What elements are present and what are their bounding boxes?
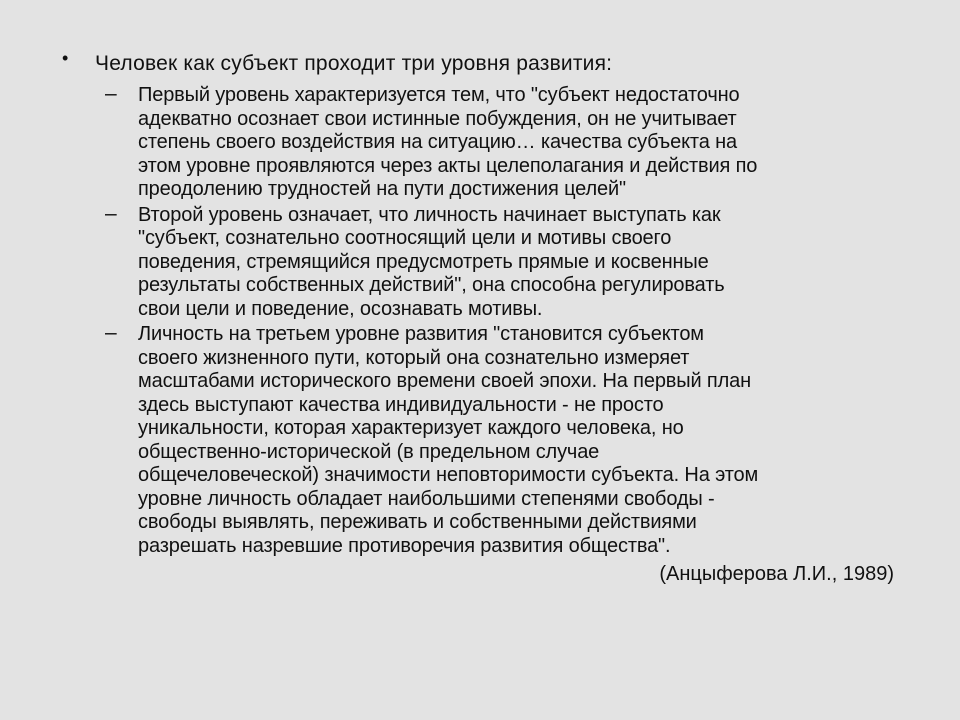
list-item-text: Первый уровень характеризуется тем, что "субъект недостаточно адекватно осознает свои истинные побуждения, он не учитывает степень своего воздействия на ситуацию… качества субъекта на этом уровне проявляются через акты целеполагания и действия по преодолению трудностей на пути достижения целей" [138, 84, 758, 200]
sub-list [105, 84, 905, 560]
list-item [105, 323, 905, 558]
list-item-text: Второй уровень означает, что личность начинает выступать как "субъект, сознательно соотносящий цели и мотивы своего поведения, стремящийся предусмотреть прямые и косвенные результаты собственных действий", она способна регулировать свои цели и поведение, осознавать мотивы. [138, 203, 725, 320]
bullet-icon: • [62, 48, 69, 68]
list-item-text: Личность на третьем уровне развития "становится субъектом своего жизненного пути, который она сознательно измеряет масштабами исторического времени своей эпохи. На первый план здесь выступают качества индивидуальности - не просто уникальности, которая характеризует каждого человека, но общественно-исторической (в предельном случае общечеловеческой) значимости неповторимости субъекта. На этом уровне личность обладает наибольшими степенями свободы - свободы выявлять, переживать и собственными действиями разрешать назревшие противоречия развития общества". [138, 323, 759, 557]
citation: (Анцыферова Л.И., 1989) [659, 563, 894, 585]
list-item [105, 84, 905, 202]
list-item [105, 201, 905, 322]
dash-icon: – [105, 82, 117, 105]
dash-icon: – [105, 321, 117, 344]
dash-icon: – [105, 201, 117, 225]
slide-heading: Человек как субъект проходит три уровня развития: [95, 52, 613, 75]
